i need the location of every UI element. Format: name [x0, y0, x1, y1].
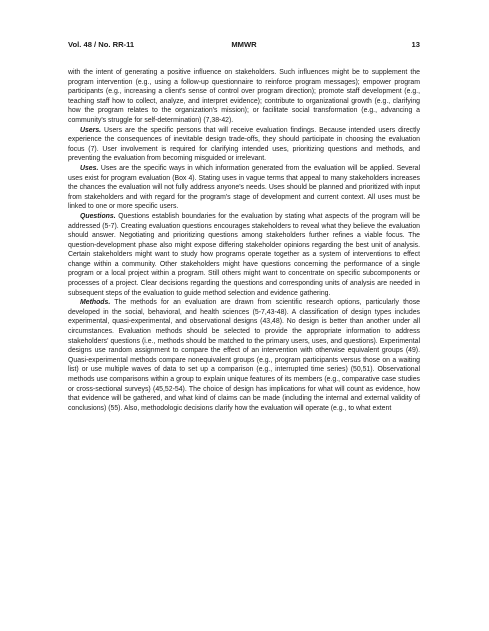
paragraph-text: Users are the specific persons that will receive evaluation findings. Because intended users directly experience the consequences of inevitable design trade-offs, they should participate in choosing the evaluation focus (7). User involvement is required for clarifying intended uses, prioritizing questions and methods, and preventing the evaluation from becoming misguided or irrelevant.: [68, 126, 420, 163]
paragraph-uses: [68, 164, 420, 212]
paragraph-term: Methods.: [80, 299, 111, 307]
paragraph-term: Users.: [80, 126, 102, 134]
page-number: 13: [411, 40, 420, 49]
paragraph-text: Uses are the specific ways in which information generated from the evaluation will be applied. Several uses exist for program evaluation (Box 4). Stating uses in vague terms that appeal to many stakeholders increases the chances the evaluation will not fully address anyone's needs. Uses should be planned and prioritized with input from stakeholders and with regard for the program's stage of development and current context. All uses must be linked to one or more specific users.: [68, 164, 420, 211]
running-header: [68, 40, 420, 52]
paragraph-text: with the intent of generating a positive influence on stakeholders. Such influences might be to supplement the program intervention (e.g., using a follow-up questionnaire to reinforce program messages); empower program participants (e.g., increasing a client's sense of control over program direction); promote staff development (e.g., teaching staff how to collect, analyze, and interpret evidence); contribute to organizational growth (e.g., clarifying how the program relates to the organization's mission); or facilitate social transformation (e.g., advancing a community's struggle for self-determination) (7,38-42).: [68, 69, 420, 124]
paragraph-continuation: [68, 68, 420, 126]
paragraph-term: Questions.: [80, 212, 116, 220]
journal-name: MMWR: [231, 40, 257, 49]
paragraph-term: Uses.: [80, 164, 99, 172]
paragraph-questions: [68, 212, 420, 298]
body-text: [68, 68, 420, 413]
paragraph-methods: [68, 298, 420, 413]
paragraph-users: [68, 126, 420, 164]
paragraph-text: The methods for an evaluation are drawn from scientific research options, particularly those developed in the social, behavioral, and health sciences (5-7,43-48). A classification of design types includes experimental, quasi-experimental, and observational designs (43,48). No design is better than another under all circumstances. Evaluation methods should be selected to provide the appropriate information to address stakeholders' questions (i.e., methods should be matched to the primary users, uses, and questions). Experimental designs use random assignment to compare the effect of an intervention with otherwise equivalent groups (49). Quasi-experimental methods compare nonequivalent groups (e.g., program participants versus those on a waiting list) or use multiple waves of data to set up a comparison (e.g., interrupted time series) (50,51). Observational methods use comparisons within a group to explain unique features of its members (e.g., comparative case studies or cross-sectional surveys) (45,52-54). The choice of design has implications for what will count as evidence, how that evidence will be gathered, and what kind of claims can be made (including the internal and external validity of conclusions) (55). Also, methodologic decisions clarify how the evaluation will operate (e.g., to what extent: [68, 299, 420, 412]
paragraph-text: Questions establish boundaries for the evaluation by stating what aspects of the program will be addressed (5-7). Creating evaluation questions encourages stakeholders to reveal what they believe the evaluation should answer. Negotiating and prioritizing questions among stakeholders further refines a viable focus. The question-development phase also might expose differing stakeholder opinions regarding the best unit of analysis. Certain stakeholders might want to study how programs operate together as a system of interventions to effect change within a community. Other stakeholders might have questions concerning the performance of a single program or a local project within a program. Still others might want to concentrate on specific subcomponents or processes of a project. Clear decisions regarding the questions and corresponding units of analysis are needed in subsequent steps of the evaluation to guide method selection and evidence gathering.: [68, 212, 420, 297]
volume-label: Vol. 48 / No. RR-11: [68, 40, 135, 49]
